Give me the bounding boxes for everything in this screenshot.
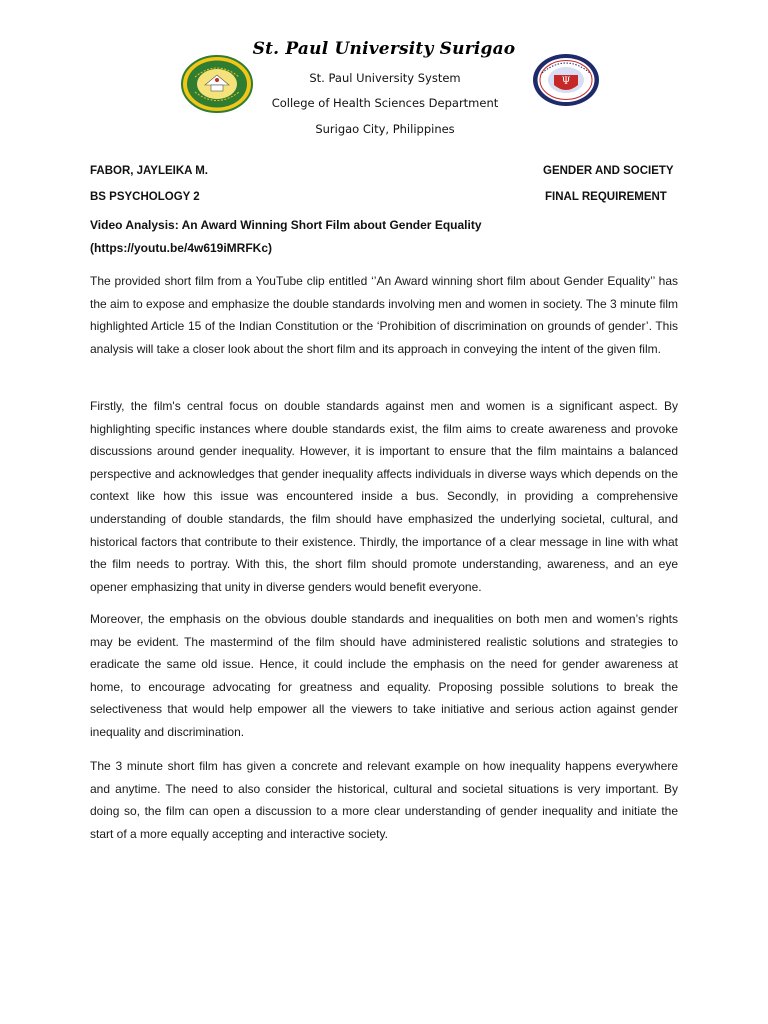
subject-name: GENDER AND SOCIETY [543, 165, 674, 177]
university-system: St. Paul University System [309, 71, 461, 85]
paragraph: The provided short film from a YouTube clip entitled ‘’An Award winning short film about Gender Equality’’ has the aim to expose and emphasize the double standards involving men and women in society. The 3 minute film highlighted Article 15 of the Indian Constitution or the ‘Prohibition of discrimination on grounds of gender’. This analysis will take a closer look about the short film and its approach in conveying the intent of the given film. [90, 274, 678, 356]
document-title: Video Analysis: An Award Winning Short Film about Gender Equality [90, 218, 482, 232]
university-name: St. Paul University Surigao [252, 39, 516, 59]
requirement-label: FINAL REQUIREMENT [545, 191, 667, 203]
paragraph: The 3 minute short film has given a concrete and relevant example on how inequality happens everywhere and anytime. The need to also consider the historical, cultural and societal situations is very important. By doing so, the film can open a discussion to a more clear understanding of gender inequality and initiate the start of a more equally accepting and interactive society. [90, 759, 678, 841]
paragraph: Firstly, the film's central focus on double standards against men and women is a significant aspect. By highlighting specific instances where double standards exist, the film aims to create awareness and provoke discussions around gender inequality. However, it is important to ensure that the film maintains a balanced perspective and acknowledges that gender inequality affects individuals in diverse ways which depends on the context like how this issue was encountered inside a bus. Secondly, in providing a comprehensive understanding of double standards, the film should have emphasized the underlying societal, cultural, and historical factors that contribute to their existence. Thirdly, the importance of a clear message in line with what the film needs to portray. With this, the short film should promote understanding, awareness, and an eye opener emphasizing that unity in diverse genders would benefit everyone. [90, 399, 678, 594]
svg-text:Ψ: Ψ [561, 76, 571, 87]
student-name: FABOR, JAYLEIKA M. [90, 165, 208, 177]
student-course: BS PSYCHOLOGY 2 [90, 191, 200, 203]
paragraph: Moreover, the emphasis on the obvious double standards and inequalities on both men and women’s rights may be evident. The mastermind of the film should have administered realistic solutions and strategies to eradicate the same old issue. Hence, it could include the emphasis on the need for gender awareness at home, to encourage advocating for greatness and equality. Proposing possible solutions to break the selectiveness that would help empower all the viewers to take initiative and serious action against gender inequality and discrimination. [90, 612, 678, 739]
university-location: Surigao City, Philippines [315, 122, 455, 136]
department-name: College of Health Sciences Department [271, 96, 499, 110]
video-link: (https://youtu.be/4w619iMRFKc) [90, 241, 273, 255]
